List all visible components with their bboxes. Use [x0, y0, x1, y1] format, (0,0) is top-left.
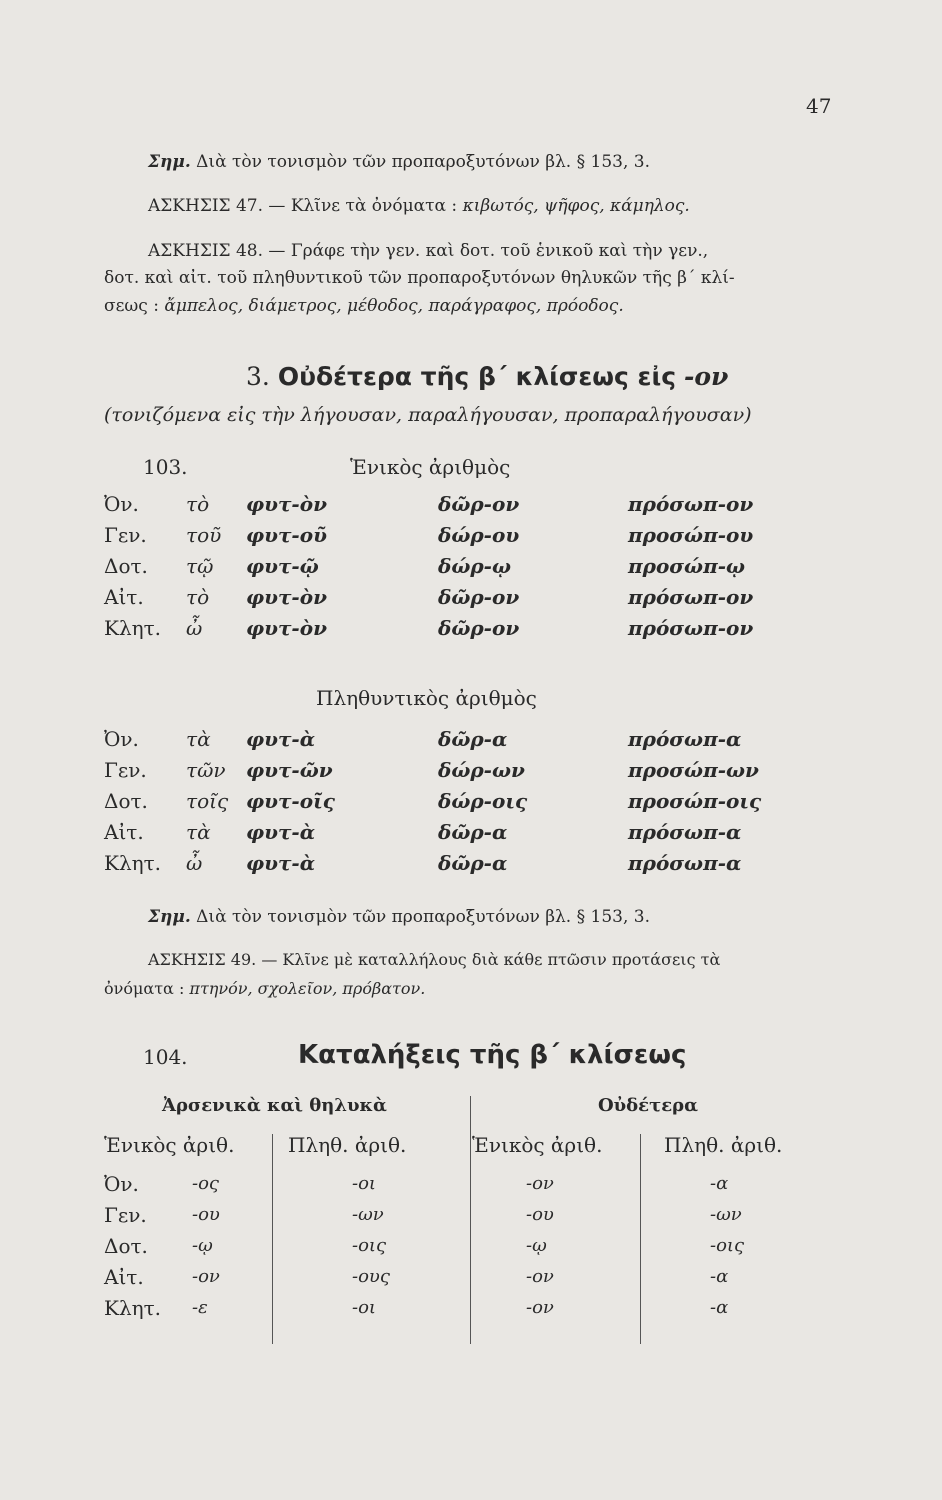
word-form: προσώπ-ου: [628, 523, 754, 547]
word-form: δώρ-οις: [438, 789, 528, 813]
exercise-48-line-3: [104, 296, 624, 316]
word-form: πρόσωπ-α: [628, 820, 742, 844]
case-label: Δοτ.: [104, 789, 148, 813]
ending-mf-singular: -ος: [192, 1173, 219, 1194]
paragraph-104-number: 104.: [143, 1045, 188, 1069]
exercise-text: — Κλῖνε τὰ ὀνόματα :: [268, 196, 458, 216]
note-stress: [148, 152, 650, 172]
case-label: Ὀν.: [104, 727, 139, 751]
exercise-48-prefix: σεως :: [104, 296, 159, 316]
exercise-49-line-1: ΑΣΚΗΣΙΣ 49. — Κλῖνε μὲ καταλλήλους διὰ κάθε πτῶσιν προτάσεις τὰ: [148, 950, 721, 969]
word-form: φυτ-ὸν: [246, 492, 327, 516]
case-label: Αἰτ.: [104, 1265, 144, 1289]
case-label: Γεν.: [104, 523, 147, 547]
ending-n-singular: -ου: [526, 1204, 554, 1225]
word-form: πρόσωπ-α: [628, 851, 742, 875]
plural-heading: Πληθυντικὸς ἀριθμὸς: [316, 686, 537, 710]
ending-mf-singular: -ου: [192, 1204, 220, 1225]
singular-heading: Ἑνικὸς ἀριθμὸς: [350, 455, 511, 479]
ending-n-singular: -ον: [526, 1297, 554, 1318]
subsection-number: 3.: [246, 362, 270, 391]
note-stress-2: [148, 907, 650, 927]
page-number: 47: [806, 94, 832, 118]
ending-mf-plural: -οι: [352, 1297, 376, 1318]
ending-mf-plural: -ων: [352, 1204, 384, 1225]
word-form: φυτ-ὰ: [246, 820, 316, 844]
case-label: Ὀν.: [104, 1172, 139, 1196]
case-label: Γεν.: [104, 1203, 147, 1227]
word-form: φυτ-ὸν: [246, 585, 327, 609]
word-form: δῶρ-ον: [438, 492, 520, 516]
word-form: φυτ-οῦ: [246, 523, 327, 547]
subsection-subtitle: (τονιζόμενα εἰς τὴν λήγουσαν, παραλήγουσαν, προπαραλήγουσαν): [104, 404, 752, 426]
case-label: Κλητ.: [104, 851, 162, 875]
article: τοῖς: [186, 789, 229, 813]
ending-mf-plural: -ους: [352, 1266, 390, 1287]
word-form: φυτ-ὰ: [246, 727, 316, 751]
word-form: δῶρ-α: [438, 820, 508, 844]
article: τὰ: [186, 820, 211, 844]
article: τὸ: [186, 585, 210, 609]
case-label: Δοτ.: [104, 1234, 148, 1258]
word-form: δῶρ-α: [438, 851, 508, 875]
article: ὦ: [186, 616, 203, 640]
masc-fem-heading: Ἀρσενικὰ καὶ θηλυκὰ: [162, 1095, 387, 1116]
exercise-49-line-2: [104, 979, 425, 998]
neuter-heading: Οὐδέτερα: [598, 1095, 698, 1116]
subsection-title: [246, 362, 728, 391]
word-form: φυτ-ῶν: [246, 758, 333, 782]
ending-mf-singular: -ε: [192, 1297, 208, 1318]
note-abbr: Σημ.: [148, 907, 191, 927]
case-label: Κλητ.: [104, 616, 162, 640]
exercise-48-line-2: δοτ. καὶ αἰτ. τοῦ πληθυντικοῦ τῶν προπαροξυτόνων θηλυκῶν τῆς β΄ κλί-: [104, 268, 735, 288]
word-form: φυτ-ῷ: [246, 554, 319, 578]
word-form: πρόσωπ-α: [628, 727, 742, 751]
ending-n-plural: -α: [710, 1173, 729, 1194]
word-form: δῶρ-ον: [438, 585, 520, 609]
exercise-49-prefix: ὀνόματα :: [104, 979, 185, 998]
exercise-words: κιβωτός, ψῆφος, κάμηλος.: [462, 196, 690, 216]
case-label: Αἰτ.: [104, 585, 144, 609]
ending-mf-singular: -ον: [192, 1266, 220, 1287]
ending-n-singular: -ῳ: [526, 1235, 547, 1256]
exercise-48-words: ἄμπελος, διάμετρος, μέθοδος, παράγραφος, πρόοδος.: [164, 296, 624, 316]
word-form: πρόσωπ-ον: [628, 616, 754, 640]
ending-mf-singular: -ῳ: [192, 1235, 213, 1256]
note-abbr: Σημ.: [148, 152, 191, 172]
col-header-mf-singular: Ἑνικὸς ἀριθ.: [104, 1133, 235, 1157]
case-label: Δοτ.: [104, 554, 148, 578]
endings-title: Καταλήξεις τῆς β΄ κλίσεως: [298, 1040, 687, 1070]
case-label: Κλητ.: [104, 1296, 162, 1320]
ending-mf-plural: -οις: [352, 1235, 387, 1256]
ending-n-plural: -ων: [710, 1204, 742, 1225]
word-form: δῶρ-α: [438, 727, 508, 751]
word-form: φυτ-ὸν: [246, 616, 327, 640]
ending-mf-plural: -οι: [352, 1173, 376, 1194]
word-form: φυτ-οῖς: [246, 789, 335, 813]
subsection-heading: Οὐδέτερα τῆς β΄ κλίσεως εἰς: [277, 362, 677, 391]
ending-n-plural: -α: [710, 1297, 729, 1318]
col-header-n-plural: Πληθ. ἀριθ.: [664, 1133, 783, 1157]
exercise-49-words: πτηνόν, σχολεῖον, πρόβατον.: [189, 979, 426, 998]
word-form: προσώπ-ων: [628, 758, 759, 782]
ending-n-plural: -α: [710, 1266, 729, 1287]
col-header-mf-plural: Πληθ. ἀριθ.: [288, 1133, 407, 1157]
word-form: δῶρ-ον: [438, 616, 520, 640]
subsection-ending: -ον: [683, 362, 729, 391]
case-label: Γεν.: [104, 758, 147, 782]
word-form: δώρ-ῳ: [438, 554, 512, 578]
case-label: Ὀν.: [104, 492, 139, 516]
note-text: Διὰ τὸν τονισμὸν τῶν προπαροξυτόνων βλ. § 153, 3.: [196, 907, 650, 927]
word-form: δώρ-ου: [438, 523, 520, 547]
exercise-48-line-1: ΑΣΚΗΣΙΣ 48. — Γράφε τὴν γεν. καὶ δοτ. τοῦ ἑνικοῦ καὶ τὴν γεν.,: [148, 241, 709, 261]
case-label: Αἰτ.: [104, 820, 144, 844]
article: τὰ: [186, 727, 211, 751]
exercise-47: [148, 196, 690, 216]
ending-n-plural: -οις: [710, 1235, 745, 1256]
article: τοῦ: [186, 523, 222, 547]
paragraph-103-number: 103.: [143, 455, 188, 479]
note-text: Διὰ τὸν τονισμὸν τῶν προπαροξυτόνων βλ. § 153, 3.: [196, 152, 650, 172]
ending-n-singular: -ον: [526, 1173, 554, 1194]
word-form: προσώπ-οις: [628, 789, 762, 813]
exercise-label: ΑΣΚΗΣΙΣ 47.: [148, 196, 264, 216]
article: τῶν: [186, 758, 226, 782]
word-form: δώρ-ων: [438, 758, 525, 782]
column-divider-main: [470, 1096, 471, 1344]
column-divider-right: [640, 1134, 641, 1344]
word-form: φυτ-ὰ: [246, 851, 316, 875]
column-divider-left: [272, 1134, 273, 1344]
article: τῷ: [186, 554, 214, 578]
word-form: προσώπ-ῳ: [628, 554, 746, 578]
article: τὸ: [186, 492, 210, 516]
word-form: πρόσωπ-ον: [628, 492, 754, 516]
ending-n-singular: -ον: [526, 1266, 554, 1287]
col-header-n-singular: Ἑνικὸς ἀριθ.: [472, 1133, 603, 1157]
word-form: πρόσωπ-ον: [628, 585, 754, 609]
article: ὦ: [186, 851, 203, 875]
